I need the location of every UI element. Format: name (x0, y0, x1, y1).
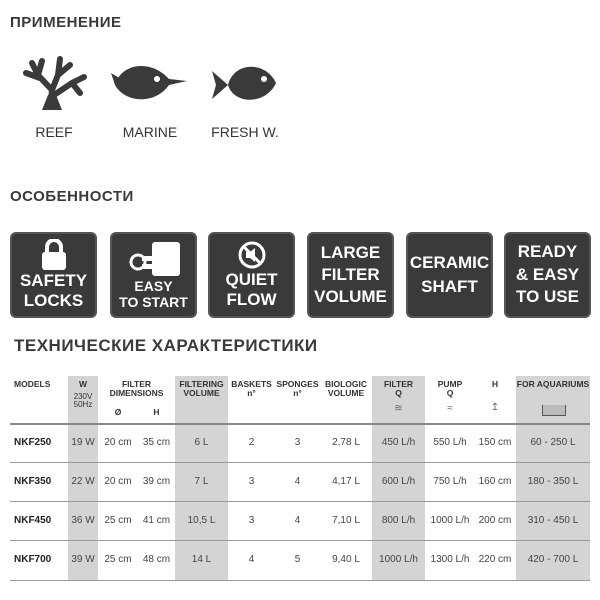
app-freshwater (205, 55, 285, 140)
model-name: NKF250 (14, 437, 52, 448)
cell-fq: 1000 L/h (379, 554, 418, 565)
cell-pq: 1300 L/h (430, 554, 470, 565)
application-heading: ПРИМЕНЕНИЕ (10, 14, 122, 31)
cell-aq: 310 - 450 L (527, 515, 579, 526)
cell-pq: 750 L/h (433, 476, 467, 487)
feature-label: READY & EASY TO USE (515, 241, 580, 307)
feature-label: EASY TO START (119, 277, 188, 310)
header-w: W (78, 379, 88, 389)
feature-label: LARGE FILTER VOLUME (314, 242, 387, 307)
cell-dia: 20 cm (104, 476, 132, 487)
feature-label: CERAMIC SHAFT (409, 253, 490, 296)
cell-pq: 1000 L/h (430, 515, 470, 526)
cell-height: 150 cm (478, 437, 512, 448)
app-marine (110, 55, 190, 140)
cell-baskets: 3 (248, 515, 255, 526)
flow-icon: ≋ (394, 403, 403, 414)
cell-aq: 60 - 250 L (530, 437, 576, 448)
height-arrow-icon: ↥ (490, 402, 500, 413)
feature-quiet-flow (208, 232, 295, 318)
row-divider (10, 501, 590, 502)
feature-easy-to-start (110, 232, 197, 318)
model-name: NKF350 (14, 476, 52, 487)
cell-aq: 420 - 700 L (527, 554, 579, 565)
cell-fv: 10,5 L (187, 515, 216, 526)
header-filter-dimensions: FILTER DIMENSIONS (109, 379, 164, 398)
specs-heading: ТЕХНИЧЕСКИЕ ХАРАКТЕРИСТИКИ (14, 336, 318, 355)
app-reef (14, 55, 94, 140)
row-divider (10, 462, 590, 463)
cell-sponges: 3 (294, 437, 301, 448)
row-divider (10, 540, 590, 541)
app-label: REEF (35, 124, 73, 140)
cell-bio: 7,10 L (332, 515, 360, 526)
cell-baskets: 3 (248, 476, 255, 487)
cell-dia: 25 cm (104, 554, 132, 565)
cell-bio: 9,40 L (332, 554, 360, 565)
cell-fv: 14 L (191, 554, 212, 565)
feature-label: SAFETY LOCKS (19, 271, 88, 310)
cell-dia: 25 cm (104, 515, 132, 526)
header-dim-h: H (153, 407, 160, 417)
header-height: H (491, 379, 499, 389)
feature-large-filter-volume (307, 232, 394, 318)
wave-icon: ≈ (447, 403, 453, 414)
cell-h: 48 cm (142, 554, 171, 565)
cell-baskets: 4 (248, 554, 255, 565)
cell-w: 19 W (71, 437, 95, 448)
header-sponges: SPONGES n° (276, 379, 319, 398)
cell-height: 160 cm (478, 476, 512, 487)
cell-h: 35 cm (142, 437, 171, 448)
feature-label: QUIET FLOW (225, 270, 278, 309)
header-w-sub: 230V 50Hz (73, 392, 93, 409)
cell-fq: 600 L/h (381, 476, 416, 487)
cell-h: 39 cm (142, 476, 171, 487)
cell-aq: 180 - 350 L (527, 476, 579, 487)
app-label: MARINE (122, 124, 178, 140)
coral-icon (18, 55, 90, 110)
model-name: NKF450 (14, 515, 52, 526)
cell-baskets: 2 (248, 437, 255, 448)
cell-bio: 2,78 L (332, 437, 360, 448)
cell-sponges: 4 (294, 476, 301, 487)
cell-height: 220 cm (478, 554, 512, 565)
aquarium-icon (542, 405, 566, 416)
header-filtering-volume: FILTERING VOLUME (179, 379, 224, 398)
app-label: FRESH W. (211, 124, 279, 140)
row-divider (10, 580, 590, 581)
header-pump-q: PUMP Q (437, 379, 463, 398)
header-aquariums: FOR AQUARIUMS (516, 379, 590, 389)
features-heading: ОСОБЕННОСТИ (10, 188, 134, 205)
cell-w: 39 W (71, 554, 95, 565)
header-biologic-volume: BIOLOGIC VOLUME (324, 379, 368, 398)
mute-icon (237, 240, 267, 270)
cell-h: 41 cm (142, 515, 171, 526)
cell-fq: 450 L/h (381, 437, 416, 448)
marine-fish-icon (111, 55, 189, 110)
feature-ready-easy-to-use (504, 232, 591, 318)
feature-safety-locks (10, 232, 97, 318)
cell-sponges: 4 (294, 515, 301, 526)
header-baskets: BASKETS n° (231, 379, 272, 398)
hand-button-icon (126, 240, 182, 278)
padlock-icon (39, 239, 69, 271)
header-filter-q: FILTER Q (383, 379, 414, 398)
cell-pq: 550 L/h (433, 437, 467, 448)
header-models: MODELS (14, 379, 51, 389)
freshwater-fish-icon (210, 55, 280, 110)
feature-ceramic-shaft (406, 232, 493, 318)
model-name: NKF700 (14, 554, 52, 565)
cell-height: 200 cm (478, 515, 512, 526)
cell-sponges: 5 (294, 554, 301, 565)
cell-fv: 6 L (194, 437, 209, 448)
header-diameter: Ø (114, 407, 122, 417)
header-divider (10, 423, 590, 425)
cell-w: 22 W (71, 476, 95, 487)
cell-dia: 20 cm (104, 437, 132, 448)
cell-bio: 4,17 L (332, 476, 360, 487)
cell-fq: 800 L/h (381, 515, 416, 526)
cell-w: 36 W (71, 515, 95, 526)
cell-fv: 7 L (194, 476, 209, 487)
